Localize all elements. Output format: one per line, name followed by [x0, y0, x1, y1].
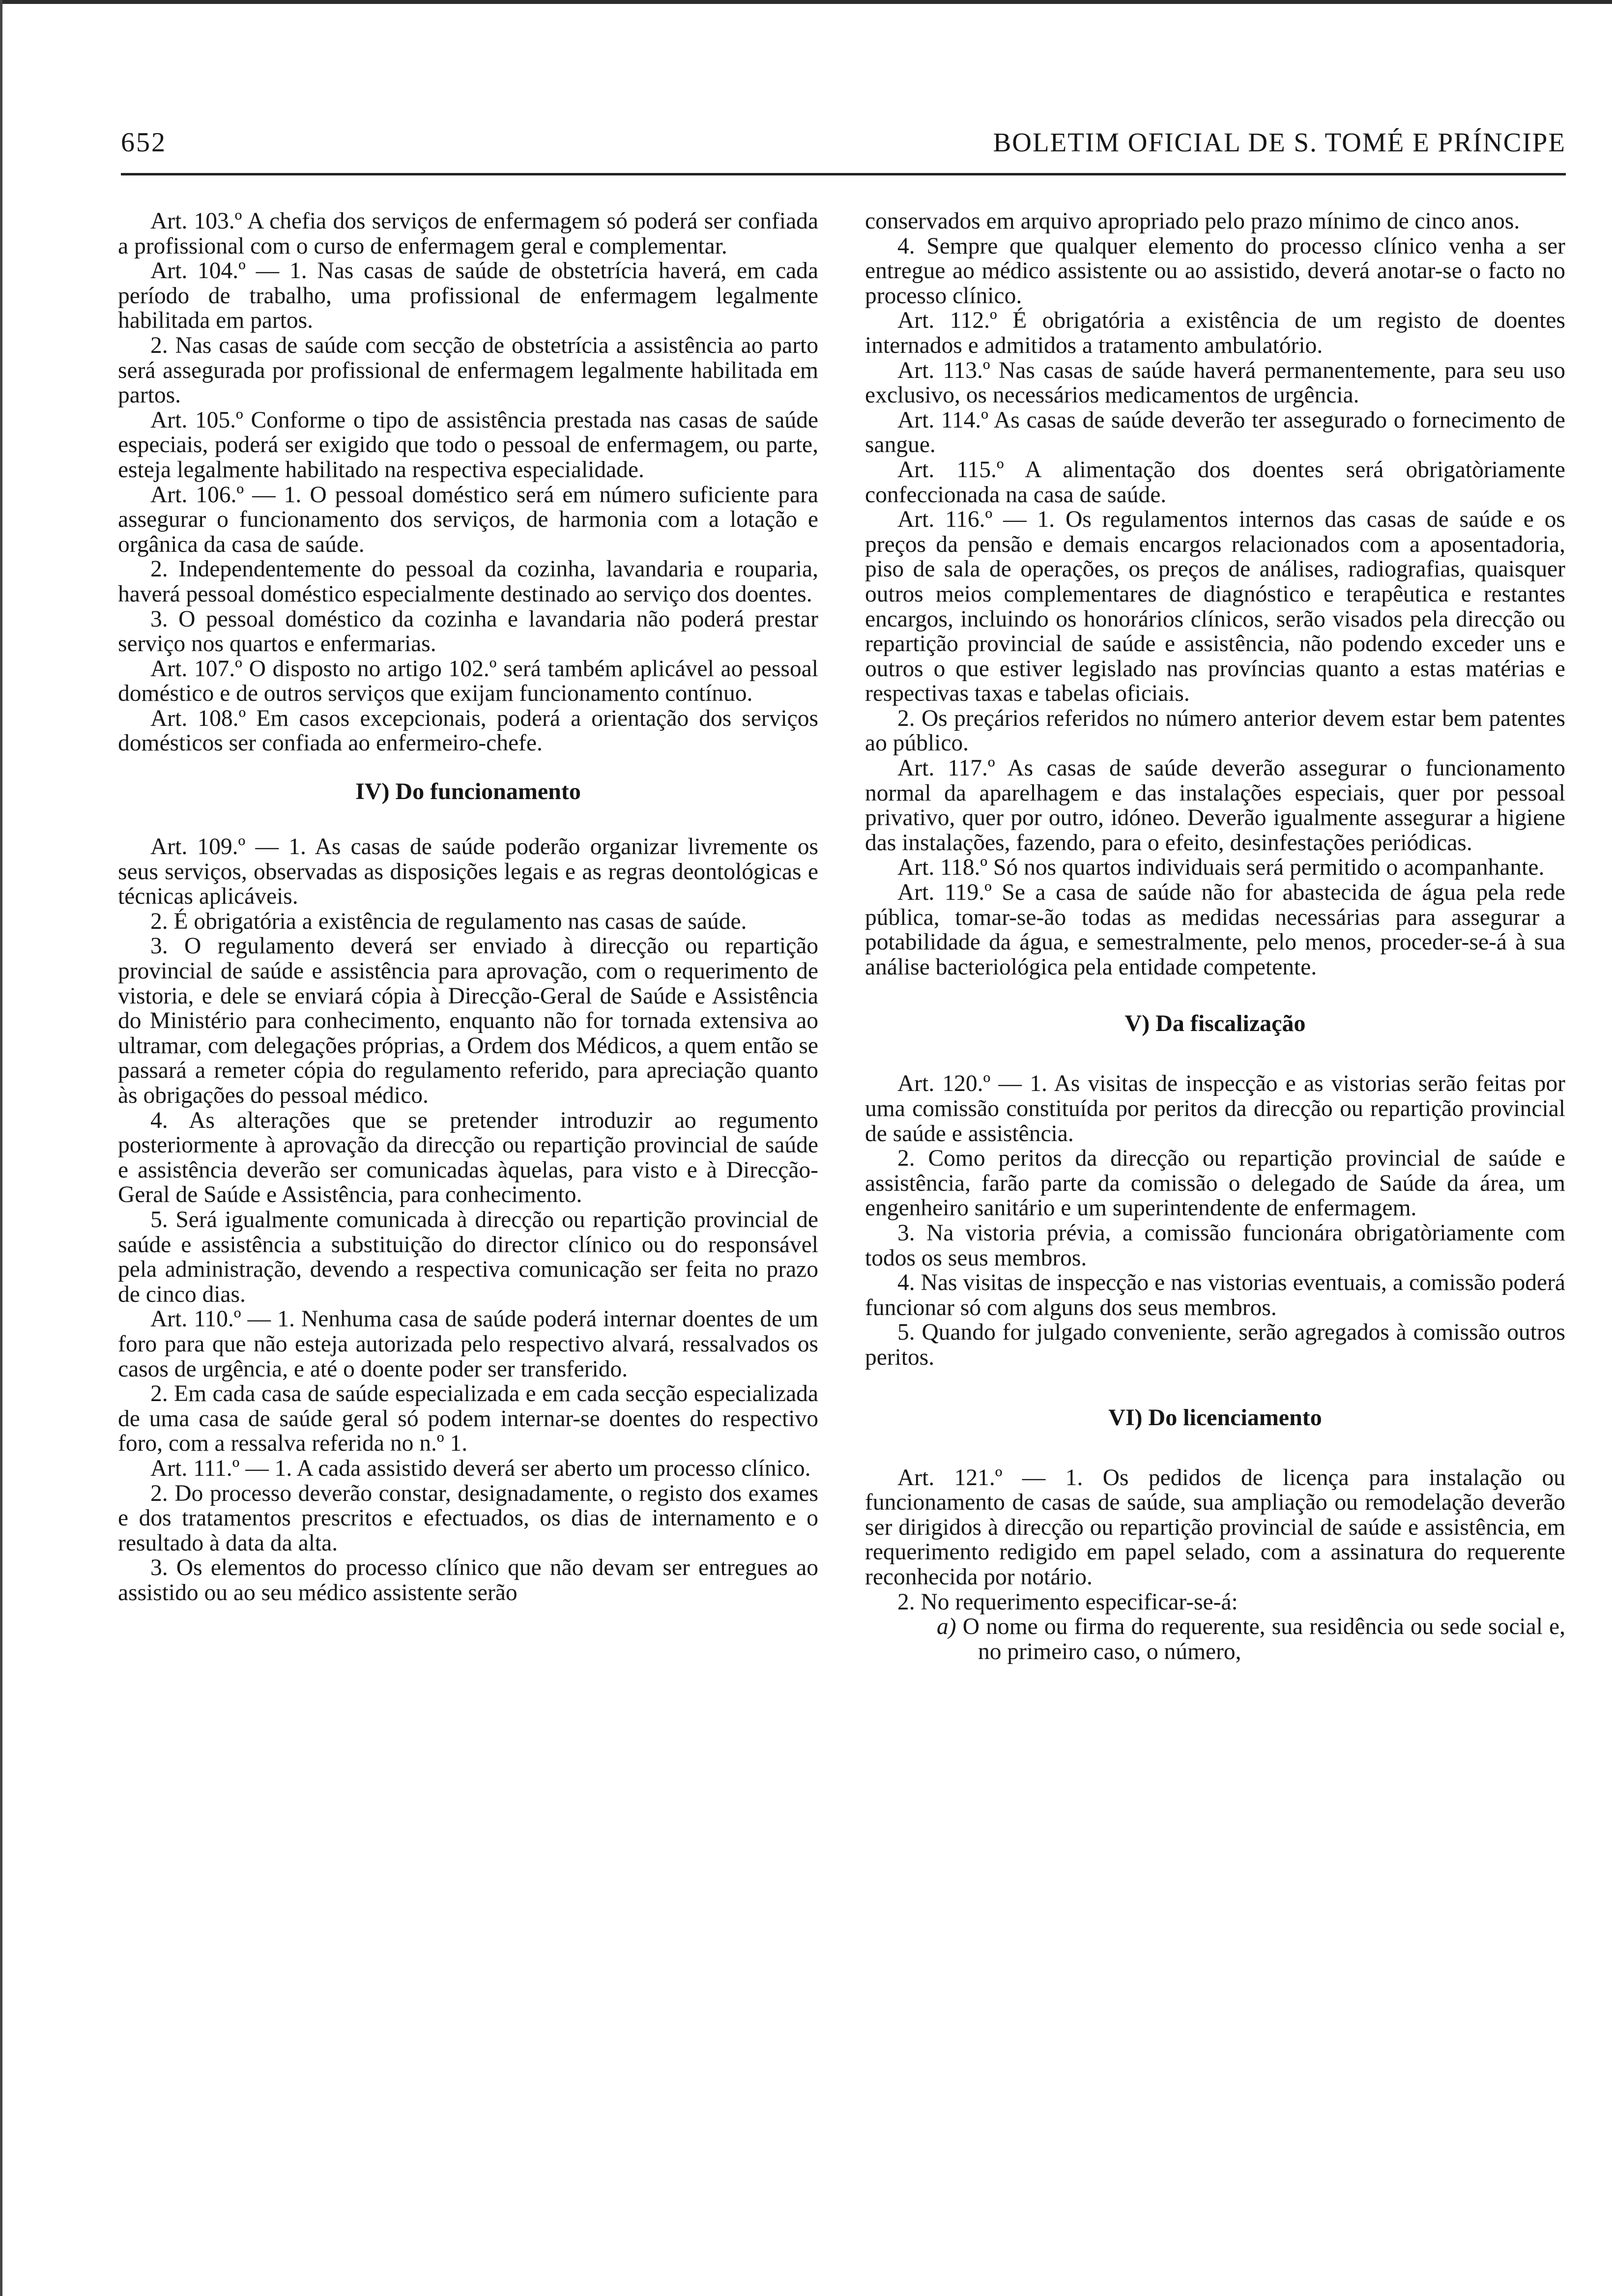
journal-title: BOLETIM OFICIAL DE S. TOMÉ E PRÍNCIPE: [993, 127, 1566, 157]
top-border-rule: [0, 0, 1612, 4]
subitem-a-letter: a): [937, 1614, 956, 1640]
paragraph-art-111-3: 3. Os elementos do processo clínico que não devam ser entregues ao assistido ou ao seu médico assistente serão: [118, 1555, 818, 1606]
paragraph-art-114: Art. 114.º As casas de saúde deverão ter assegurado o fornecimento de sangue.: [865, 407, 1565, 458]
right-column: [865, 209, 1565, 1664]
section-heading-vi: VI) Do licenciamento: [1108, 1404, 1322, 1431]
paragraph-art-120-5: 5. Quando for julgado conveniente, serão agregados à comissão outros peritos.: [865, 1320, 1565, 1370]
paragraph-art-111-2: 2. Do processo deverão constar, designadamente, o registo dos exames e dos tratamentos prescritos e efectuados, os dias de internamento e o resultado à data da alta.: [118, 1480, 818, 1556]
left-column: [118, 209, 818, 1605]
paragraph-art-120-1: Art. 120.º — 1. As visitas de inspecção e as vistorias serão feitas por uma comissão constituída por peritos da direcção ou repartição provincial de saúde e assistência.: [865, 1071, 1565, 1147]
paragraph-art-120-4: 4. Nas visitas de inspecção e nas vistorias eventuais, a comissão poderá funcionar só com alguns dos seus membros.: [865, 1270, 1565, 1320]
paragraph-art-120-2: 2. Como peritos da direcção ou repartição provincial de saúde e assistência, farão parte da comissão o delegado de Saúde da área, um engenheiro sanitário e um superintendente de enfermagem.: [865, 1146, 1565, 1221]
paragraph-art-107: Art. 107.º O disposto no artigo 102.º será também aplicável ao pessoal doméstico e de outros serviços que exijam funcionamento contínuo.: [118, 656, 818, 707]
header-rule: [121, 173, 1566, 175]
paragraph-art-113: Art. 113.º Nas casas de saúde haverá permanentemente, para seu uso exclusivo, os necessários medicamentos de urgência.: [865, 357, 1565, 408]
paragraph-art-110-2: 2. Em cada casa de saúde especializada e em cada secção especializada de uma casa de saúde geral só podem internar-se doentes do respectivo foro, com a ressalva referida no n.º 1.: [118, 1381, 818, 1457]
paragraph-art-104-1: Art. 104.º — 1. Nas casas de saúde de obstetrícia haverá, em cada período de trabalho, uma profissional de enfermagem legalmente habilitada em partos.: [118, 258, 818, 334]
paragraph-art-110-1: Art. 110.º — 1. Nenhuma casa de saúde poderá internar doentes de um foro para que não esteja autorizada pelo respectivo alvará, ressalvados os casos de urgência, e até o doente poder ser transferido.: [118, 1306, 818, 1382]
paragraph-art-121-2: 2. No requerimento especificar-se-á:: [897, 1589, 1238, 1615]
paragraph-art-104-2: 2. Nas casas de saúde com secção de obstetrícia a assistência ao parto será assegurada por profissional de enfermagem legalmente habilitada em partos.: [118, 332, 818, 408]
paragraph-art-115: Art. 115.º A alimentação dos doentes será obrigatòriamente confeccionada na casa de saúde.: [865, 457, 1565, 508]
paragraph-art-116-2: 2. Os preçários referidos no número anterior devem estar bem patentes ao público.: [865, 705, 1565, 756]
paragraph-art-105: Art. 105.º Conforme o tipo de assistência prestada nas casas de saúde especiais, poderá ser exigido que todo o pessoal de enfermagem, ou parte, esteja legalmente habilitado na respectiva especialidade.: [118, 407, 818, 483]
left-border-rule: [0, 0, 2, 2296]
paragraph-art-109-5: 5. Será igualmente comunicada à direcção ou repartição provincial de saúde e assistência a substituição do director clínico ou do responsável pela administração, devendo a respectiva comunicação ser feita no prazo de cinco dias.: [118, 1206, 818, 1307]
page-number: 652: [121, 127, 167, 158]
paragraph-art-109-2: 2. É obrigatória a existência de regulamento nas casas de saúde.: [150, 908, 747, 934]
paragraph-art-111-4: 4. Sempre que qualquer elemento do processo clínico venha a ser entregue ao médico assistente ou ao assistido, deverá anotar-se o facto no processo clínico.: [865, 233, 1565, 309]
paragraph-art-118: Art. 118.º Só nos quartos individuais será permitido o acompanhante.: [897, 855, 1545, 881]
section-heading-v: V) Da fiscalização: [1124, 1010, 1306, 1037]
subitem-a: [865, 1614, 1565, 1664]
paragraph-art-106-2: 2. Independentemente do pessoal da cozinha, lavandaria e rouparia, haverá pessoal doméstico especialmente destinado ao serviço dos doentes.: [118, 556, 818, 607]
section-heading-iv: IV) Do funcionamento: [355, 778, 581, 805]
paragraph-art-121-1: Art. 121.º — 1. Os pedidos de licença para instalação ou funcionamento de casas de saúde, sua ampliação ou remodelação deverão ser dirigidos à direcção ou repartição provincial de saúde e assistência, em requerimento redigido em papel selado, com a assinatura do requerente reconhecida por notário.: [865, 1464, 1565, 1590]
paragraph-art-106-1: Art. 106.º — 1. O pessoal doméstico será em número suficiente para assegurar o funcionamento dos serviços, de harmonia com a lotação e orgânica da casa de saúde.: [118, 482, 818, 557]
paragraph-art-111-3-continued: conservados em arquivo apropriado pelo prazo mínimo de cinco anos.: [865, 208, 1520, 234]
paragraph-art-111-1: Art. 111.º — 1. A cada assistido deverá ser aberto um processo clínico.: [150, 1455, 811, 1481]
running-head: [121, 127, 1566, 161]
paragraph-art-112: Art. 112.º É obrigatória a existência de um registo de doentes internados e admitidos a tratamento ambulatório.: [865, 308, 1565, 358]
paragraph-art-108: Art. 108.º Em casos excepcionais, poderá a orientação dos serviços domésticos ser confiada ao enfermeiro-chefe.: [118, 705, 818, 756]
paragraph-art-103: Art. 103.º A chefia dos serviços de enfermagem só poderá ser confiada a profissional com o curso de enfermagem geral e complementar.: [118, 208, 818, 259]
paragraph-art-120-3: 3. Na vistoria prévia, a comissão funcionára obrigatòriamente com todos os seus membros.: [865, 1220, 1565, 1271]
paragraph-art-109-1: Art. 109.º — 1. As casas de saúde poderão organizar livremente os seus serviços, observadas as disposições legais e as regras deontológicas e técnicas aplicáveis.: [118, 834, 818, 910]
subitem-a-text: O nome ou firma do requerente, sua residência ou sede social e, no primeiro caso, o número,: [962, 1614, 1566, 1665]
paragraph-art-109-4: 4. As alterações que se pretender introduzir ao regumento posteriormente à aprovação da direcção ou repartição provincial de saúde e assistência deverão ser comunicadas àquelas, para visto e à Direcção-Geral de Saúde e Assistência, para conhecimento.: [118, 1107, 818, 1208]
paragraph-art-117: Art. 117.º As casas de saúde deverão assegurar o funcionamento normal da aparelhagem e das instalações especiais, quer por pessoal privativo, quer por outro, idóneo. Deverão igualmente assegurar a higiene das instalações, fazendo, para o efeito, desinfestações periódicas.: [865, 755, 1565, 856]
paragraph-art-106-3: 3. O pessoal doméstico da cozinha e lavandaria não poderá prestar serviço nos quartos e enfermarias.: [118, 606, 818, 657]
paragraph-art-116-1: Art. 116.º — 1. Os regulamentos internos das casas de saúde e os preços da pensão e demais encargos relacionados com a aposentadoria, piso de sala de operações, os preços de análises, radiografias, quaisquer outros meios complementares de diagnóstico e terapêutica e restantes encargos, incluindo os honorários clínicos, serão visados pela direcção ou repartição provincial de saúde e assistência, não podendo exceder uns e outros o que estiver legislado nas províncias quanto a estas matérias e respectivas taxas e tabelas oficiais.: [865, 507, 1565, 707]
paragraph-art-109-3: 3. O regulamento deverá ser enviado à direcção ou repartição provincial de saúde e assistência para aprovação, com o requerimento de vistoria, e dele se enviará cópia à Direcção-Geral de Saúde e Assistência do Ministério para conhecimento, enquanto não for tornada extensiva ao ultramar, com delegações próprias, a Ordem dos Médicos, a quem então se passará a remeter cópia do regulamento referido, para apreciação quanto às obrigações do pessoal médico.: [118, 933, 818, 1108]
paragraph-art-119: Art. 119.º Se a casa de saúde não for abastecida de água pela rede pública, tomar-se-ão todas as medidas necessárias para assegurar a potabilidade da água, e semestralmente, pelo menos, proceder-se-á à sua análise bacteriológica pela entidade competente.: [865, 880, 1565, 980]
